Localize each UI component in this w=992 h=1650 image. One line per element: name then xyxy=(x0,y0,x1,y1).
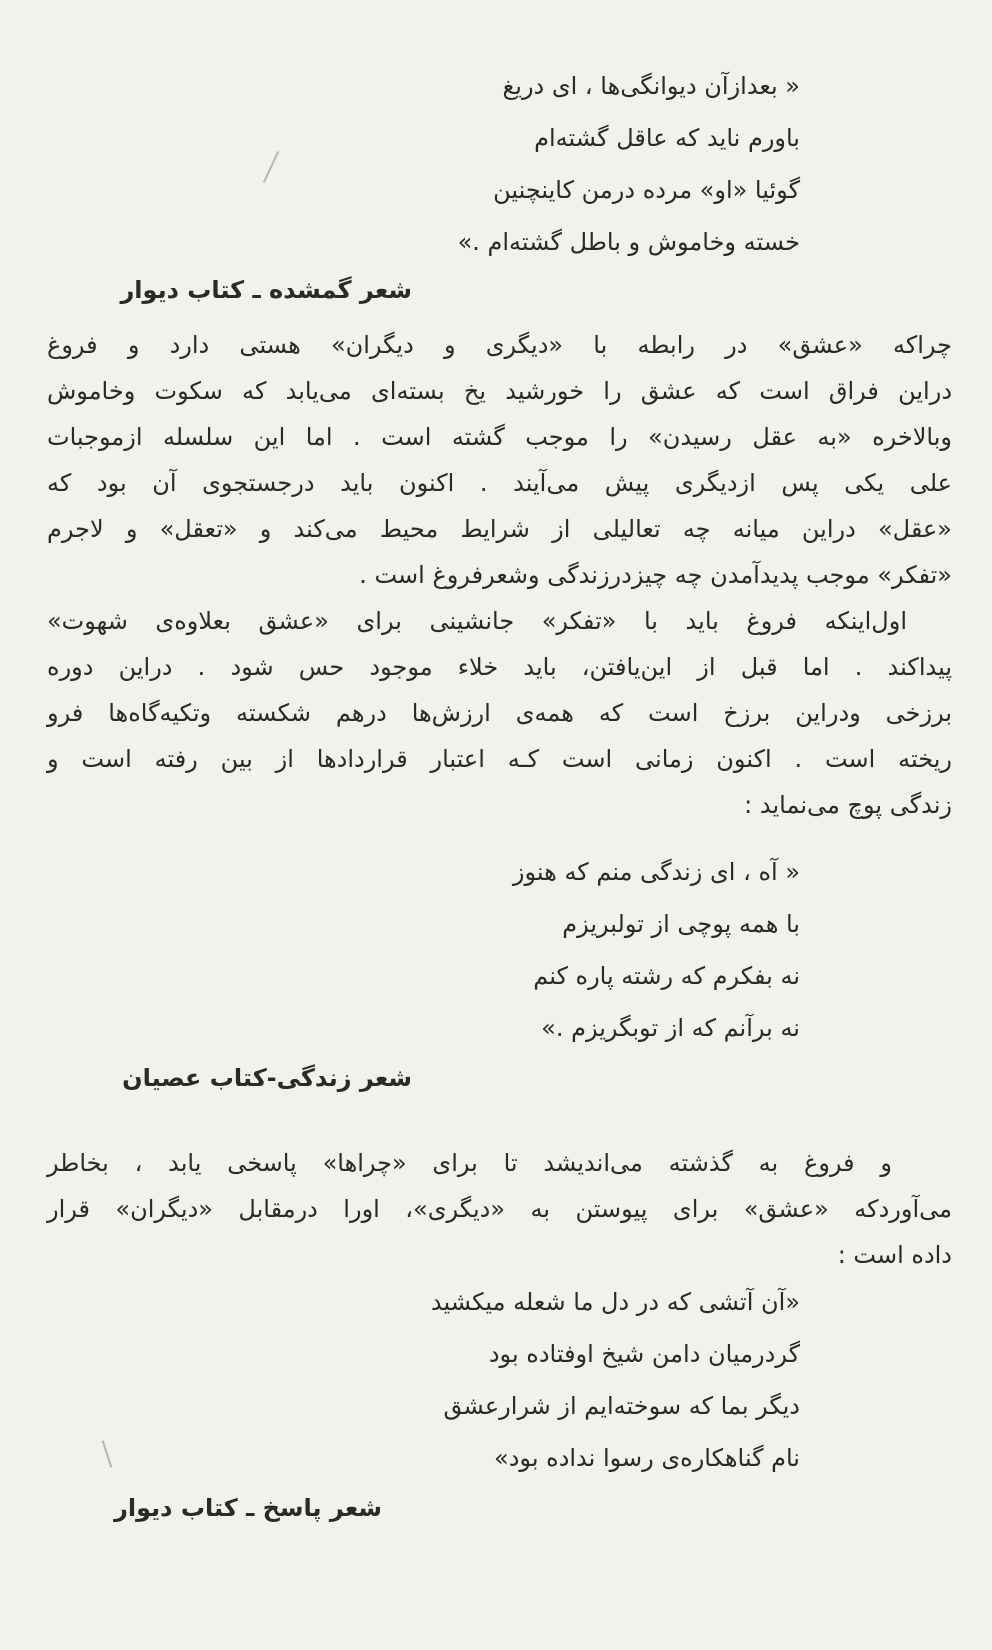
paragraph-2-line: زندگی پوچ می‌نماید : xyxy=(744,791,952,819)
paragraph-3-line: داده است : xyxy=(837,1241,952,1269)
poem-2-line-1: « آه ، ای زندگی منم که هنوز xyxy=(512,858,800,886)
paragraph-2-line: اول‌اینکه فروغ باید با «تفکر» جانشینی برای «عشق بعلاوه‌ی شهوت» xyxy=(47,607,907,635)
poem-3-line-1: «آن آتشی که در دل ما شعله میکشید xyxy=(430,1288,800,1316)
poem-1-line-4: خسته وخاموش و باطل گشته‌ام .» xyxy=(457,228,800,256)
scan-mark xyxy=(263,151,279,183)
paragraph-1-line: وبالاخره «به عقل رسیدن» را موجب گشته است . اما این سلسله ازموجبات xyxy=(47,423,952,451)
poem-2-line-3: نه بفکرم که رشته پاره کنم xyxy=(533,962,800,990)
paragraph-3-line: و فروغ به گذشته می‌اندیشد تا برای «چراها» پاسخی یابد ، بخاطر xyxy=(47,1149,892,1177)
paragraph-1-line: علی یکی پس ازدیگری پیش می‌آیند . اکنون باید درجستجوی آن بود که xyxy=(47,469,952,497)
paragraph-2-line: برزخی ودراین برزخ است که همه‌ی ارزش‌ها درهم شکسته وتکیه‌گاه‌ها فرو xyxy=(47,699,952,727)
poem-2-line-2: با همه پوچی از تولبریزم xyxy=(562,910,800,938)
paragraph-1-line: «تفکر» موجب پدیدآمدن چه چیزدرزندگی وشعرفروغ است . xyxy=(359,561,952,589)
paragraph-1-line: دراین فراق است که عشق را خورشید یخ بسته‌ای می‌یابد که سکوت وخاموش xyxy=(47,377,952,405)
poem-2-line-4: نه برآنم که از توبگریزم .» xyxy=(541,1014,800,1042)
poem-1-line-3: گوئیا «او» مرده درمن کاینچنین xyxy=(493,176,800,204)
scan-mark xyxy=(102,1440,113,1467)
paragraph-1-line: چراکه «عشق» در رابطه با «دیگری و دیگران» هستی دارد و فروغ xyxy=(47,331,952,359)
poem-1-line-1: « بعدازآن دیوانگی‌ها ، ای دریغ xyxy=(502,72,800,100)
poem-3-caption: شعر پاسخ ـ کتاب دیوار xyxy=(114,1494,382,1522)
paragraph-2-line: پیداکند . اما قبل از این‌یافتن، باید خلاء موجود حس شود . دراین دوره xyxy=(47,653,952,681)
poem-2-caption: شعر زندگی-کتاب عصیان xyxy=(122,1064,412,1092)
paragraph-1 xyxy=(47,322,952,598)
poem-3-line-2: گردرمیان دامن شیخ اوفتاده بود xyxy=(488,1340,800,1368)
poem-3-line-3: دیگر بما که سوخته‌ایم از شرارعشق xyxy=(443,1392,800,1420)
poem-3-line-4: نام گناهکاره‌ی رسوا نداده بود» xyxy=(494,1444,800,1472)
poem-1-caption: شعر گمشده ـ کتاب دیوار xyxy=(120,276,412,304)
paragraph-3 xyxy=(47,1140,952,1278)
paragraph-1-line: «عقل» دراین میانه چه تعالیلی از شرایط محیط می‌کند و «تعقل» و لاجرم xyxy=(47,515,952,543)
paragraph-2-line: ریخته است . اکنون زمانی است کـه اعتبار قراردادها از بین رفته است و xyxy=(47,745,952,773)
poem-1-line-2: باورم ناید که عاقل گشته‌ام xyxy=(534,124,800,152)
paragraph-3-line: می‌آوردکه «عشق» برای پیوستن به «دیگری»، اورا درمقابل «دیگران» قرار xyxy=(47,1195,952,1223)
paragraph-2 xyxy=(47,598,952,828)
